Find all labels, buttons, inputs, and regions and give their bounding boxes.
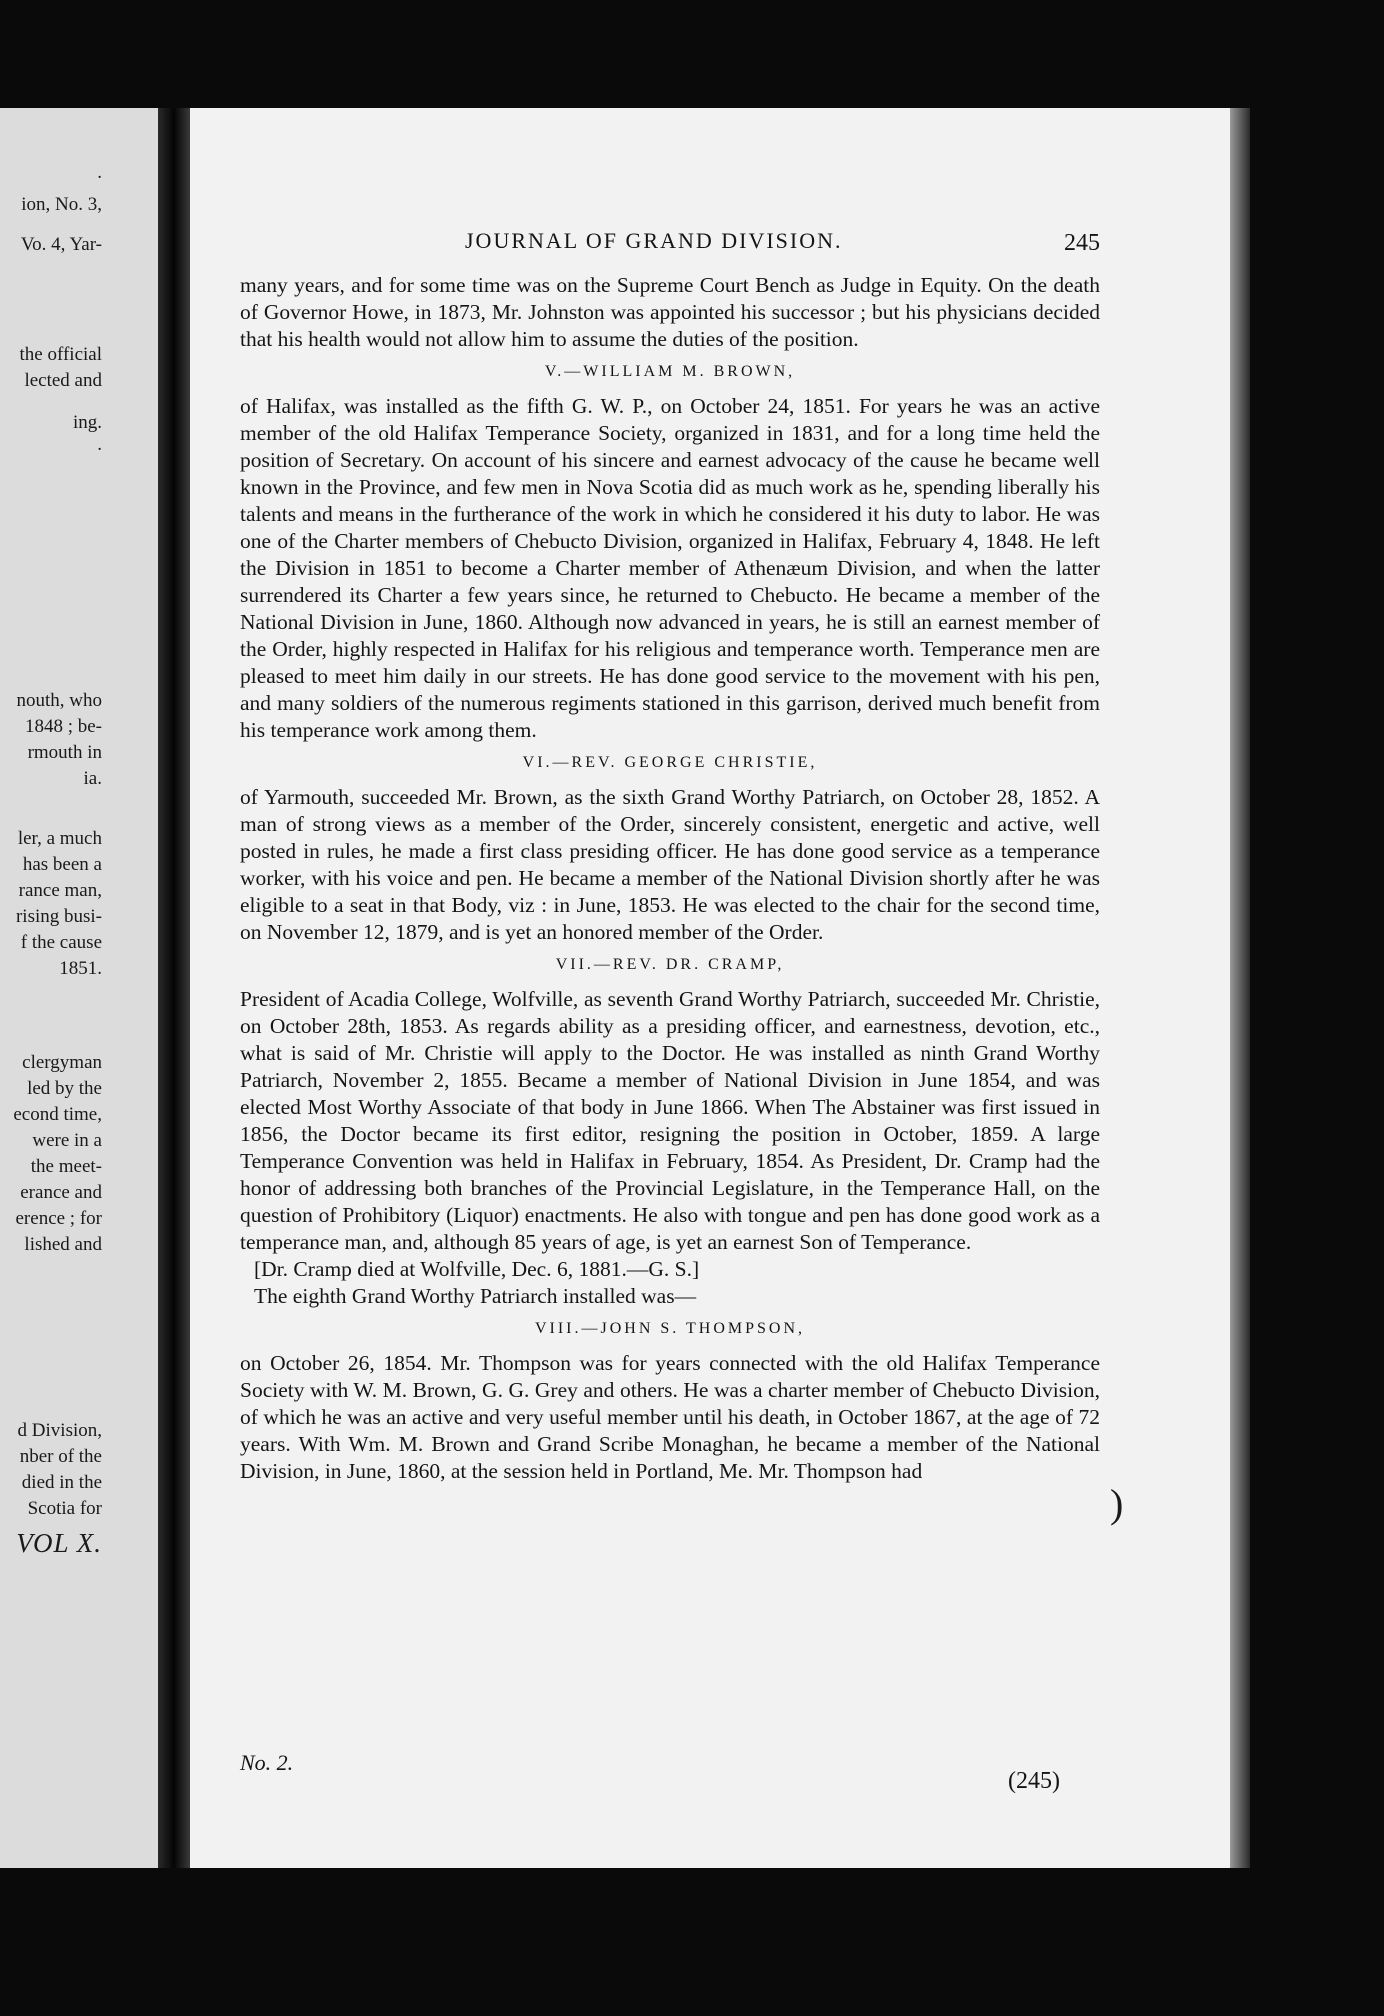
left-page-fragment: were in a xyxy=(32,1130,102,1151)
left-page-fragment: econd time, xyxy=(13,1104,102,1125)
left-page-fragment: has been a xyxy=(22,854,102,875)
section-heading-christie: VI.—REV. GEORGE CHRISTIE, xyxy=(522,754,818,771)
left-page-fragment: rance man, xyxy=(18,880,102,901)
book-gutter xyxy=(158,108,190,1868)
left-page-fragment: lected and xyxy=(24,370,102,391)
left-page-fragment: clergyman xyxy=(22,1052,102,1073)
page-number: 245 xyxy=(1064,230,1100,256)
section-text-christie: of Yarmouth, succeeded Mr. Brown, as the sixth Grand Worthy Patriarch, on October 28, 1852. A man of strong views as a member of the Order, sincerely consistent, energetic and active, well posted in rules, he made a first class presiding officer. He has done good service as a temperance worker, with his voice and pen. He became a member of the National Division shortly after he was eligible to a seat in that Body, viz : in June, 1853. He was elected to the chair for the second time, on November 12, 1879, and is yet an honored member of the Order. xyxy=(240,785,1100,944)
section-heading-thompson: VIII.—JOHN S. THOMPSON, xyxy=(534,1320,806,1337)
left-page-fragment: ion, No. 3, xyxy=(21,194,102,215)
body-text xyxy=(240,272,1100,1485)
left-page-fragment: led by the xyxy=(27,1078,102,1099)
left-page-fragment: the meet- xyxy=(30,1156,102,1177)
left-page-fragment: rising busi- xyxy=(15,906,102,927)
section-heading-cramp: VII.—REV. DR. CRAMP, xyxy=(555,956,785,973)
page-footer xyxy=(240,1750,1100,1800)
left-page-fragment: 1848 ; be- xyxy=(24,716,102,737)
section-text-brown: of Halifax, was installed as the fifth G. W. P., on October 24, 1851. For years he was an active member of the old Halifax Temperance Society, organized in 1831, and for a long time held the position of Secretary. On account of his sincere and earnest advocacy of the cause he became well known in the Province, and few men in Nova Scotia did as much work as he, spending liberally his talents and means in the furtherance of the work in which he considered it his duty to labor. He was one of the Charter members of Chebucto Division, organized in Halifax, February 4, 1848. He left the Division in 1851 to become a Charter member of Athenæum Division, and when the latter surrendered its Charter a few years since, he returned to Chebucto. He became a member of the National Division in June, 1860. Although now advanced in years, he is still an earnest member of the Order, highly respected in Halifax for his religious and temperance worth. Temperance men are pleased to meet him daily in our streets. He has done good service to the movement with his pen, and many soldiers of the numerous regiments stationed in this garrison, derived much benefit from his temperance work among them. xyxy=(240,394,1100,742)
left-page xyxy=(0,108,158,1868)
section-heading-brown: V.—WILLIAM M. BROWN, xyxy=(544,363,796,380)
left-page-fragment: VOL X. xyxy=(16,1528,102,1558)
left-page-fragment: died in the xyxy=(21,1472,102,1493)
left-page-fragment: . xyxy=(97,162,102,183)
running-title: JOURNAL OF GRAND DIVISION. xyxy=(465,228,843,253)
left-page-fragment: rmouth in xyxy=(27,742,102,763)
margin-bracket-mark: ) xyxy=(1110,1481,1124,1526)
left-page-fragment: ia. xyxy=(83,768,102,789)
section-note-cramp: [Dr. Cramp died at Wolfville, Dec. 6, 1881.—G. S.] xyxy=(254,1257,700,1281)
page-edge xyxy=(1230,108,1250,1868)
left-page-fragment: Scotia for xyxy=(27,1498,102,1519)
left-page-fragment: erance and xyxy=(20,1182,102,1203)
running-head xyxy=(240,220,1100,260)
left-page-fragment: ing. xyxy=(72,412,102,433)
left-page-fragment: Vo. 4, Yar- xyxy=(20,234,102,255)
left-page-fragment: . xyxy=(97,434,102,455)
section-text-thompson: on October 26, 1854. Mr. Thompson was for years connected with the old Halifax Temperance Society with W. M. Brown, G. G. Grey and others. He was a charter member of Chebucto Division, of which he was an active and very useful member until his death, in October 1867, at the age of 72 years. With Wm. M. Brown and Grand Scribe Monaghan, he became a member of the National Division, in June, 1860, at the session held in Portland, Me. Mr. Thompson had xyxy=(240,1351,1100,1483)
left-page-fragment: nber of the xyxy=(19,1446,102,1467)
footer-page-number: (245) xyxy=(1008,1768,1060,1794)
main-page xyxy=(190,108,1230,1868)
left-page-fragment: lished and xyxy=(24,1234,102,1255)
left-page-fragment: erence ; for xyxy=(15,1208,102,1229)
signature-mark: No. 2. xyxy=(240,1750,294,1775)
left-page-fragment: nouth, who xyxy=(16,690,102,711)
section-text-cramp: President of Acadia College, Wolfville, as seventh Grand Worthy Patriarch, succeeded Mr. Christie, on October 28th, 1853. As regards ability as a presiding officer, and earnestness, devotion, etc., what is said of Mr. Christie will apply to the Doctor. He was installed as ninth Grand Worthy Patriarch, November 2, 1855. Became a member of National Division in June 1854, and was elected Most Worthy Associate of that body in June 1866. When The Abstainer was first issued in 1856, the Doctor became its first editor, resigning the position in October, 1859. A large Temperance Convention was held in Halifax in February, 1854. As President, Dr. Cramp had the honor of addressing both branches of the Provincial Legislature, in the Temperance Hall, on the question of Prohibitory (Liquor) enactments. He also with tongue and pen has done good work as a temperance man, and, although 85 years of age, is yet an earnest Son of Temperance. xyxy=(240,987,1100,1254)
left-page-fragment: 1851. xyxy=(59,958,102,979)
left-page-fragment: f the cause xyxy=(20,932,102,953)
left-page-fragment: d Division, xyxy=(17,1420,102,1441)
intro-paragraph: many years, and for some time was on the Supreme Court Bench as Judge in Equity. On the death of Governor Howe, in 1873, Mr. Johnston was appointed his successor ; but his physicians decided that his health would not allow him to assume the duties of the position. xyxy=(240,273,1100,351)
section-transition: The eighth Grand Worthy Patriarch installed was— xyxy=(254,1284,697,1308)
left-page-fragment: the official xyxy=(19,344,102,365)
left-page-fragment: ler, a much xyxy=(17,828,102,849)
